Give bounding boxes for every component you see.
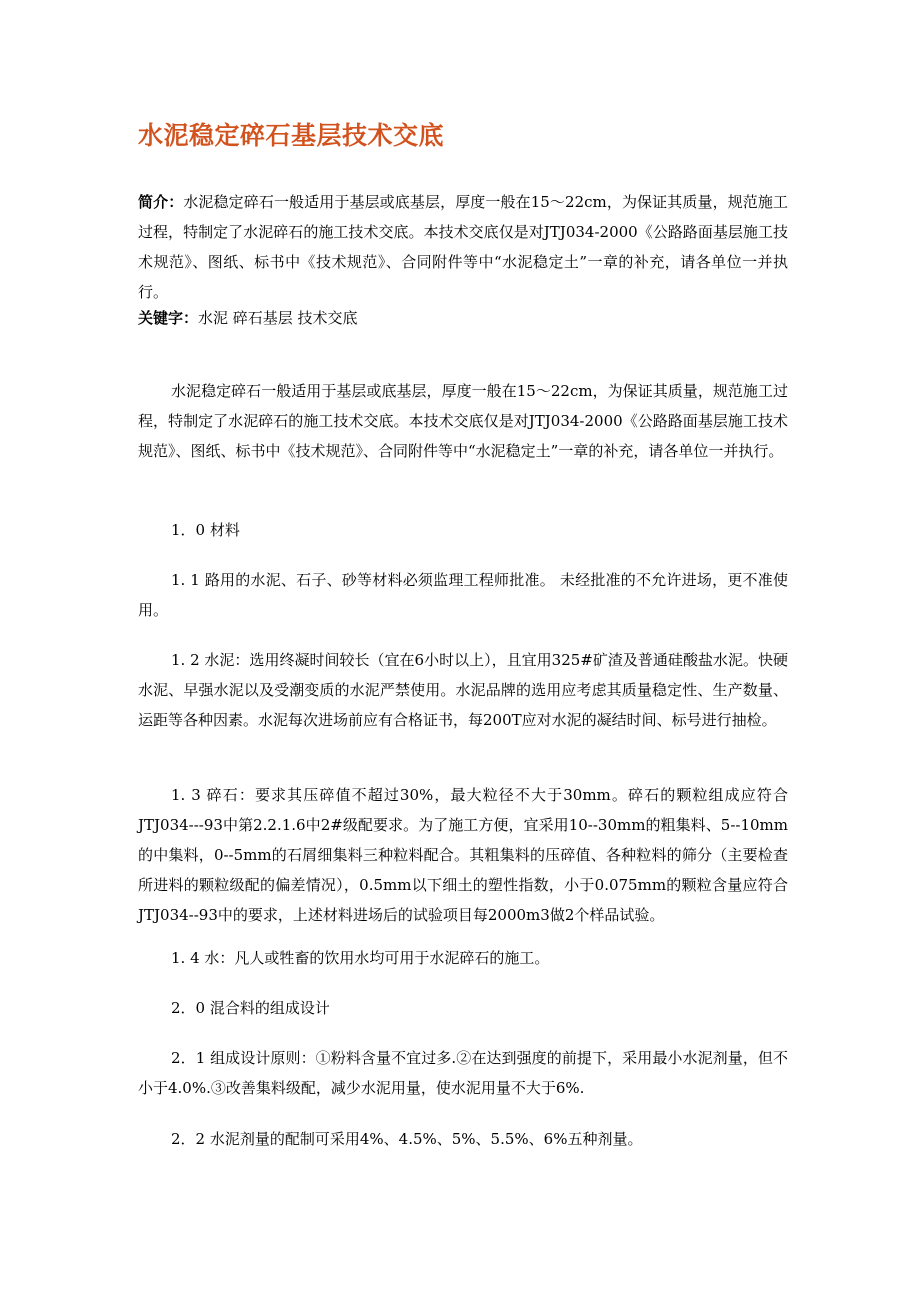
- intro-label: 简介：: [138, 193, 184, 211]
- keywords-label: 关键字：: [138, 309, 199, 327]
- body-paragraph-1-2: 1. 2 水泥：选用终凝时间较长（宜在6小时以上），且宜用325#矿渣及普通硅酸盐水泥。快硬水泥、早强水泥以及受潮变质的水泥严禁使用。水泥品牌的选用应考虑其质量稳定性、生产数量、运距等各种因素。水泥每次进场前应有合格证书，每200T应对水泥的凝结时间、标号进行抽检。: [138, 651, 788, 729]
- body-paragraph-overview: 水泥稳定碎石一般适用于基层或底基层，厚度一般在15～22cm，为保证其质量，规范施工过程，特制定了水泥碎石的施工技术交底。本技术交底仅是对JTJ034-2000《公路路面基层施工技术规范》、图纸、标书中《技术规范》、合同附件等中“水泥稳定土”一章的补充，请各单位一并执行。: [138, 382, 788, 460]
- keywords-text: 水泥 碎石基层 技术交底: [198, 309, 358, 327]
- body-paragraph-2-2: 2．2 水泥剂量的配制可采用4%、4.5%、5%、5.5%、6%五种剂量。: [171, 1130, 643, 1148]
- intro-section: [138, 187, 788, 307]
- section-heading-mix-design: 2．0 混合料的组成设计: [171, 999, 330, 1017]
- body-paragraph-1-4: 1. 4 水：凡人或牲畜的饮用水均可用于水泥碎石的施工。: [171, 949, 550, 967]
- body-paragraph-2-1: 2．1 组成设计原则：①粉料含量不宜过多.②在达到强度的前提下，采用最小水泥剂量，但不小于4.0%.③改善集料级配，减少水泥用量，使水泥用量不大于6%.: [138, 1049, 788, 1097]
- document-title: 水泥稳定碎石基层技术交底: [138, 121, 445, 150]
- section-heading-materials: 1．0 材料: [171, 521, 240, 539]
- body-paragraph-1-3: 1. 3 碎石：要求其压碎值不超过30%，最大粒径不大于30mm。碎石的颗粒组成应符合JTJ034---93中第2.2.1.6中2#级配要求。为了施工方便，宜采用10--30mm的粗集料、5--10mm的中集料，0--5mm的石屑细集料三种粒料配合。其粗集料的压碎值、各种粒料的筛分（主要检查所进料的颗粒级配的偏差情况），0.5mm以下细土的塑性指数，小于0.075mm的颗粒含量应符合JTJ034--93中的要求，上述材料进场后的试验项目每2000m3做2个样品试验。: [138, 786, 788, 924]
- intro-text: 水泥稳定碎石一般适用于基层或底基层，厚度一般在15～22cm，为保证其质量，规范施工过程，特制定了水泥碎石的施工技术交底。本技术交底仅是对JTJ034-2000《公路路面基层施工技术规范》、图纸、标书中《技术规范》、合同附件等中“水泥稳定土”一章的补充，请各单位一并执行。: [138, 193, 788, 301]
- body-paragraph-1-1: 1. 1 路用的水泥、石子、砂等材料必须监理工程师批准。 未经批准的不允许进场，更不准使用。: [138, 571, 788, 619]
- keywords-section: [138, 303, 788, 333]
